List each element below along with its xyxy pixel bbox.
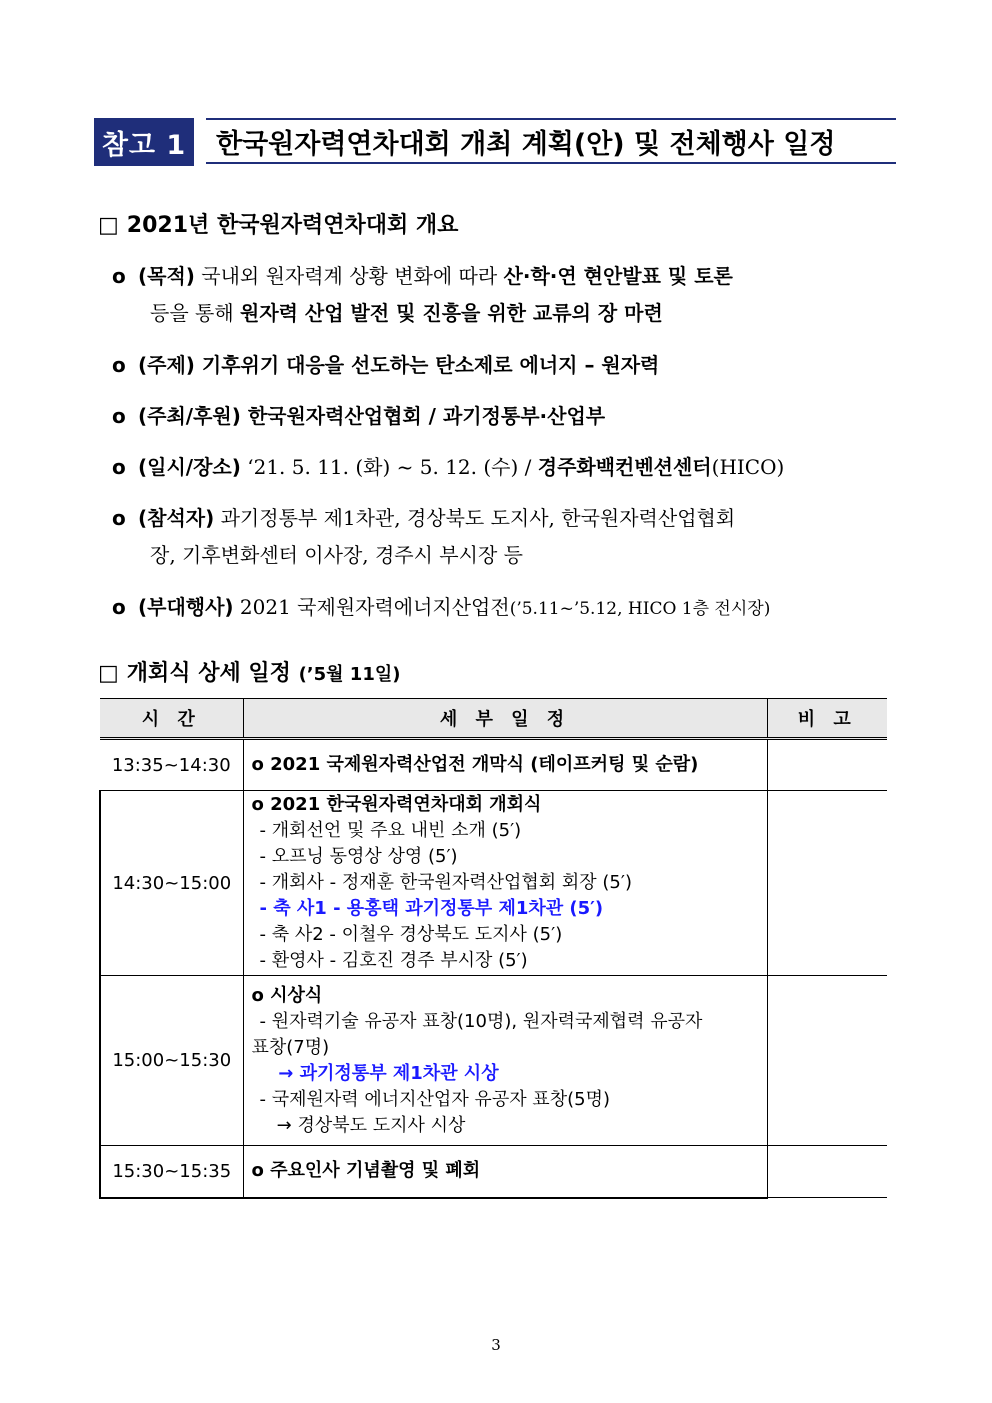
checkbox-icon: □ (98, 661, 119, 686)
time-cell: 13:35~14:30 (100, 739, 243, 791)
time-cell: 15:00~15:30 (100, 976, 243, 1146)
bullet-mark: o (112, 264, 126, 288)
section2-heading (98, 656, 400, 687)
section2-date: (’5월 11일) (298, 664, 401, 685)
schedule-table (99, 698, 887, 1199)
note-cell (767, 791, 887, 976)
table-row (100, 791, 887, 976)
document-title: 한국원자력연차대회 개최 계획(안) 및 전체행사 일정 (206, 118, 896, 164)
detail-cell: o 2021 국제원자력산업전 개막식 (테이프커팅 및 순람) (243, 739, 767, 791)
bullet-host: o (주최/후원) 한국원자력산업협회 / 과기정통부·산업부 (112, 404, 606, 428)
detail-cell: o 2021 한국원자력연차대회 개회식 - 개회선언 및 주요 내빈 소개 (5′) - 오프닝 동영상 상영 (5′) - 개회사 - 정재훈 한국원자력산업협회 회장 (5′) - 축 사1 - 용홍택 과기정통부 제1차관 (5′) - 축 사2 - 이철우 경상북도 도지사 (5′) - 환영사 - 김호진 경주 부시장 (5′) (243, 791, 767, 976)
bullet-attendees-line2: 장, 기후변화센터 이사장, 경주시 부시장 등 (150, 543, 523, 567)
reference-badge: 참고 1 (94, 118, 194, 166)
section2-title: 개회식 상세 일정 (126, 661, 291, 686)
section1-heading (98, 208, 458, 239)
note-cell (767, 976, 887, 1146)
bullet-purpose: o (목적) 국내외 원자력계 상황 변화에 따라 산·학·연 현안발표 및 토론 (112, 264, 733, 288)
header-detail: 세 부 일 정 (243, 699, 767, 739)
bullet-side-event: o (부대행사) 2021 국제원자력에너지산업전(’5.11~’5.12, HICO 1층 전시장) (112, 595, 771, 619)
time-cell: 14:30~15:00 (100, 791, 243, 976)
bullet-attendees: o (참석자) 과기정통부 제1차관, 경상북도 도지사, 한국원자력산업협회 (112, 506, 736, 530)
checkbox-icon: □ (98, 213, 119, 238)
note-cell (767, 739, 887, 791)
time-cell: 15:30~15:35 (100, 1146, 243, 1198)
section1-title: 2021년 한국원자력연차대회 개요 (126, 213, 459, 238)
table-header-row (100, 699, 887, 739)
header-time: 시 간 (100, 699, 243, 739)
table-row (100, 739, 887, 791)
header-note: 비 고 (767, 699, 887, 739)
table-row (100, 1146, 887, 1198)
bullet-purpose-line2: 등을 통해 원자력 산업 발전 및 진흥을 위한 교류의 장 마련 (150, 301, 663, 325)
detail-cell: o 주요인사 기념촬영 및 폐회 (243, 1146, 767, 1198)
page-number: 3 (491, 1336, 501, 1354)
bullet-theme: o (주제) 기후위기 대응을 선도하는 탄소제로 에너지 – 원자력 (112, 353, 660, 377)
bullet-datetime: o (일시/장소) ‘21. 5. 11. (화) ~ 5. 12. (수) / 경주화백컨벤션센터(HICO) (112, 455, 785, 479)
detail-cell: o 시상식 - 원자력기술 유공자 표창(10명), 원자력국제협력 유공자 표창(7명) → 과기정통부 제1차관 시상 - 국제원자력 에너지산업자 유공자 표창(5명) → 경상북도 도지사 시상 (243, 976, 767, 1146)
table-row (100, 976, 887, 1146)
note-cell (767, 1146, 887, 1198)
